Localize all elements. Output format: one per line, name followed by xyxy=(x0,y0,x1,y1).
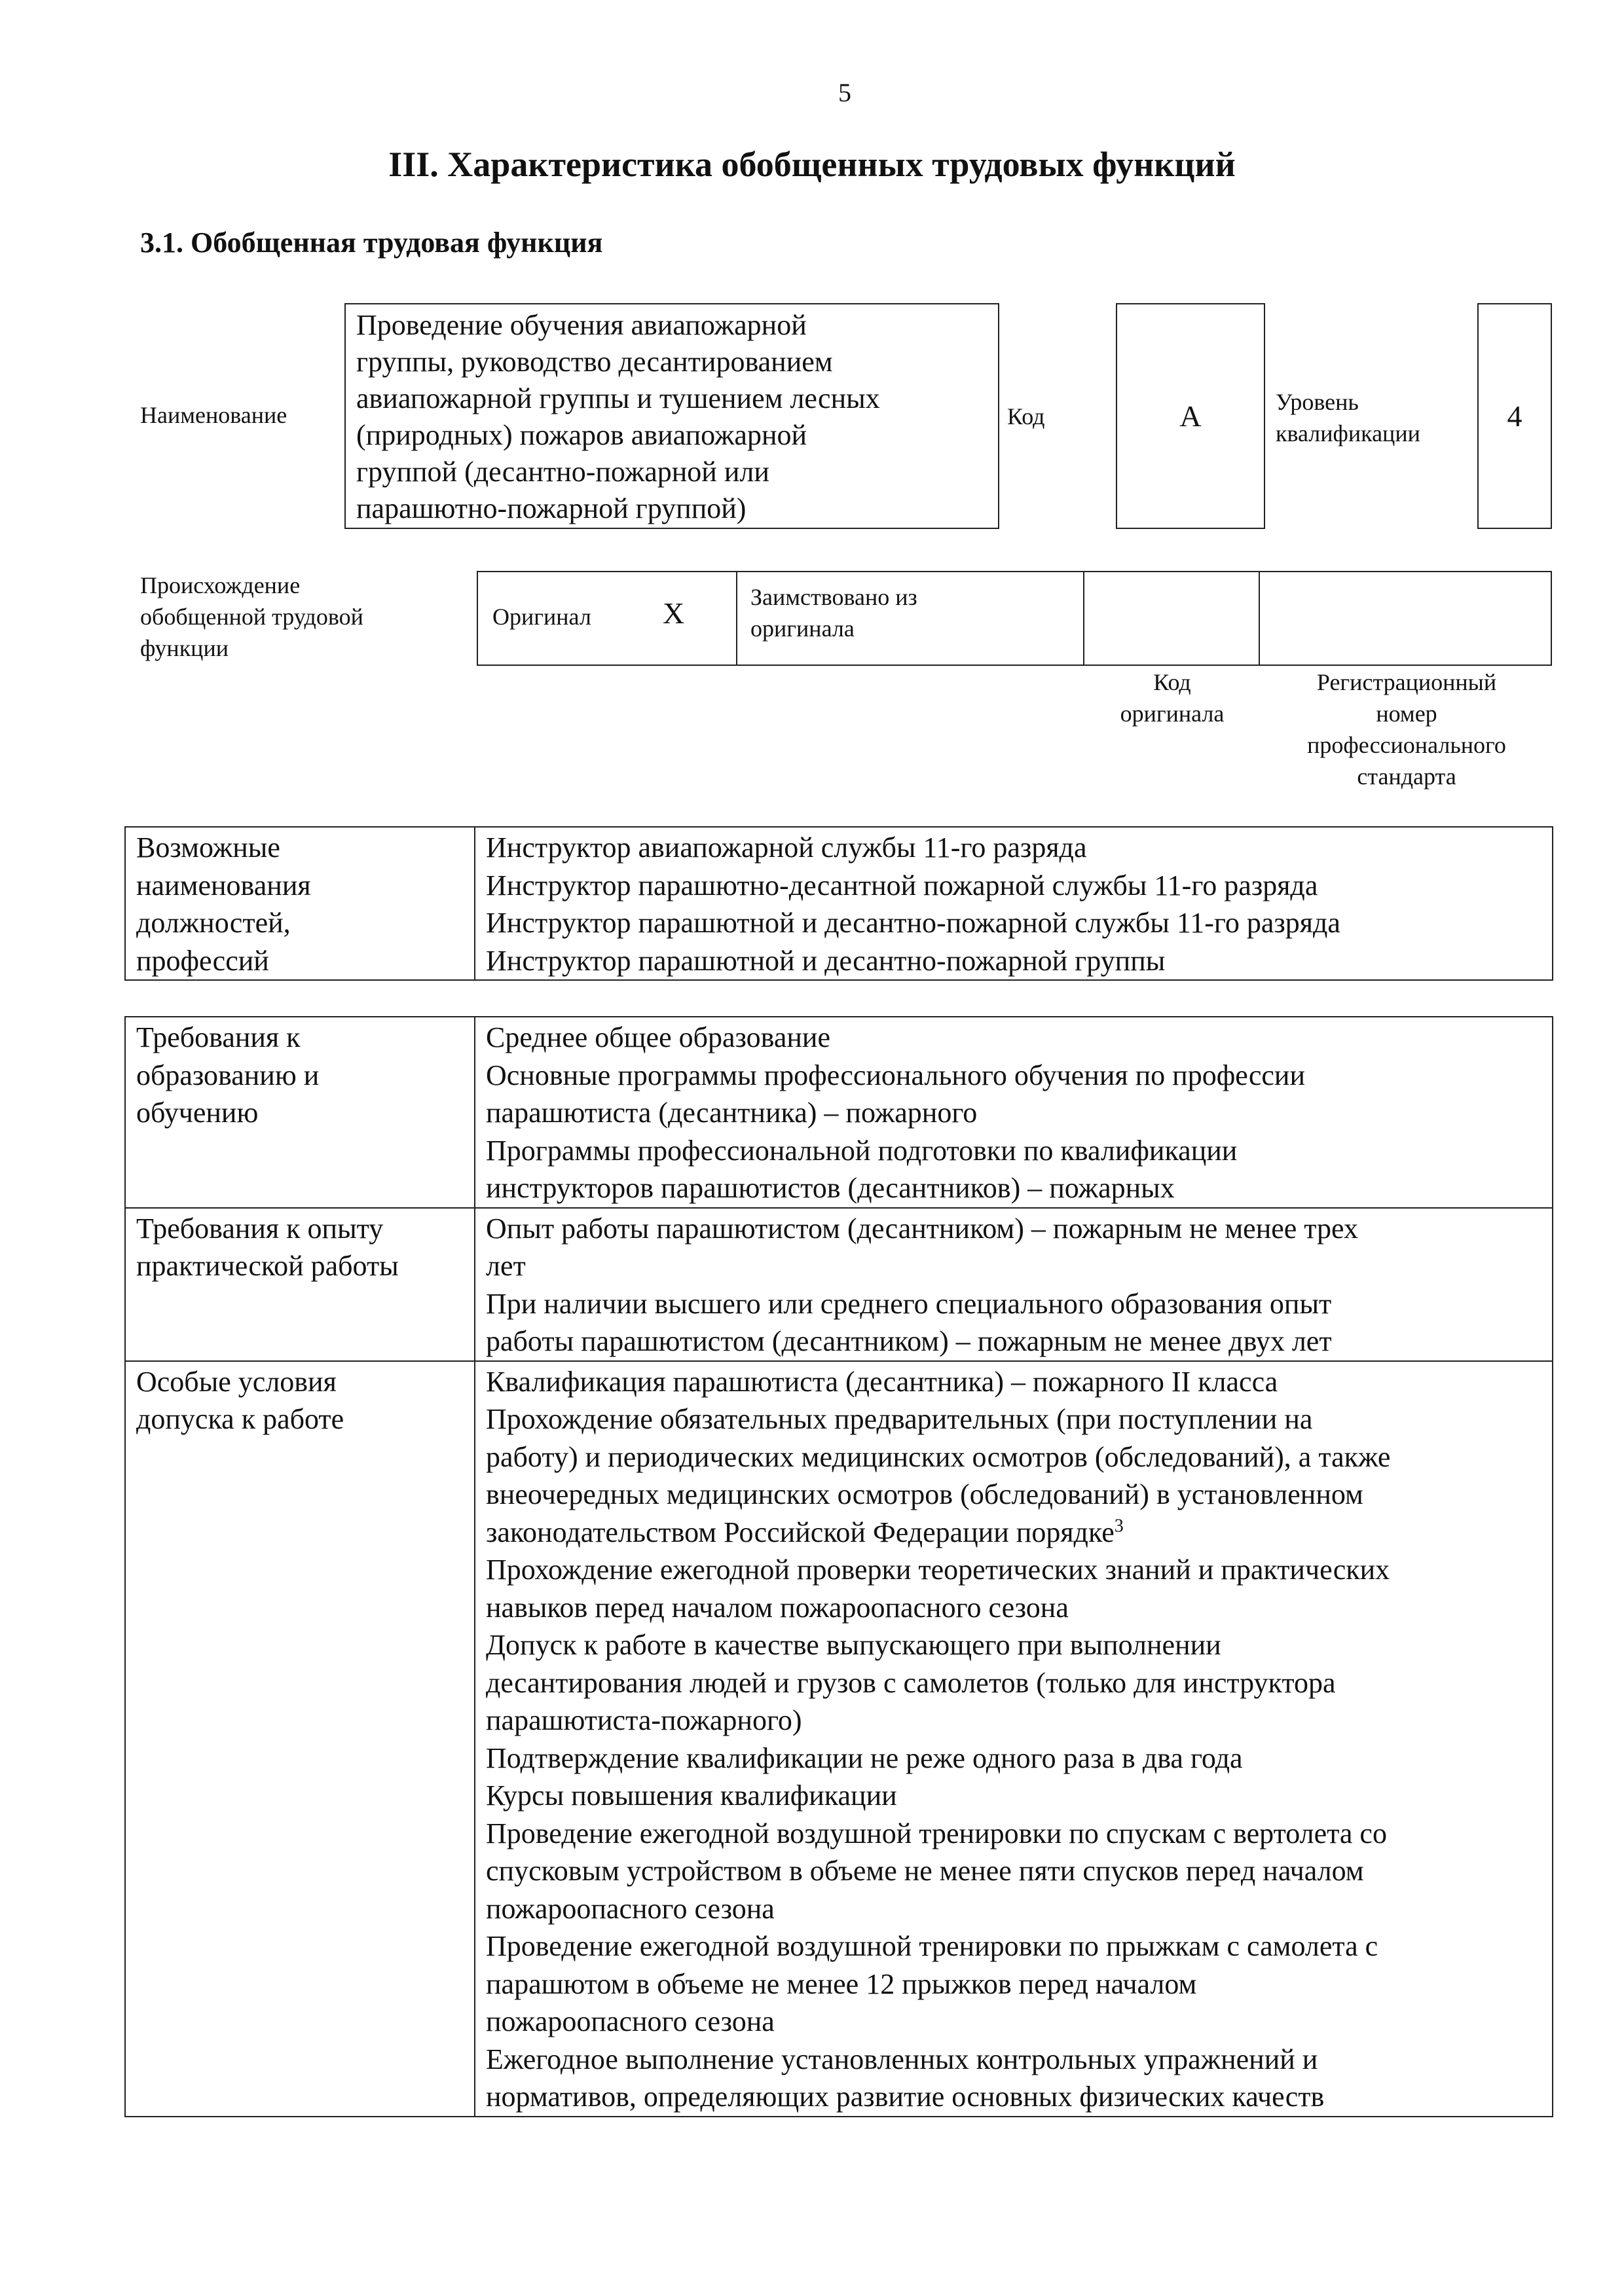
origin-reg-caption xyxy=(1261,666,1552,792)
table-row xyxy=(125,827,1553,980)
requirement-line: нормативов, определяющих развитие основных физических качеств xyxy=(486,2081,1325,2113)
origin-reg-caption-line: профессионального xyxy=(1307,732,1506,758)
table-row xyxy=(125,1017,1553,1208)
requirement-label-line: образованию и xyxy=(136,1059,320,1091)
level-value: 4 xyxy=(1477,303,1552,529)
requirement-line: Проведение ежегодной воздушной тренировки по спускам с вертолета со xyxy=(486,1817,1387,1850)
origin-mark: X xyxy=(663,596,685,630)
origin-reg-caption-line: Регистрационный xyxy=(1316,669,1497,695)
requirement-line: парашютиста-пожарного) xyxy=(486,1704,802,1736)
requirement-line: Квалификация парашютиста (десантника) – пожарного II класса xyxy=(486,1365,1278,1398)
page-number: 5 xyxy=(838,78,851,107)
requirement-line-text: законодательством Российской Федерации порядке xyxy=(486,1516,1115,1548)
requirement-line: парашютиста (десантника) – пожарного xyxy=(486,1097,978,1129)
requirement-line: При наличии высшего или среднего специального образования опыт xyxy=(486,1287,1332,1320)
requirement-line: Прохождение обязательных предварительных (при поступлении на xyxy=(486,1403,1313,1435)
origin-reg-caption-line: номер xyxy=(1376,701,1437,727)
requirement-value-cell xyxy=(475,1361,1553,2117)
requirement-label-line: Требования к xyxy=(136,1021,301,1053)
requirement-line: лет xyxy=(486,1250,526,1282)
requirement-label-line: Особые условия xyxy=(136,1365,337,1398)
origin-table xyxy=(477,571,1552,666)
requirement-line: Программы профессиональной подготовки по квалификации xyxy=(486,1134,1238,1167)
origin-original-cell xyxy=(478,572,737,665)
requirement-value-cell xyxy=(475,1017,1553,1208)
requirement-label-cell xyxy=(125,1361,475,2117)
position-item: Инструктор авиапожарной службы 11-го разряда xyxy=(486,831,1087,864)
positions-label-cell xyxy=(125,827,475,980)
name-line: (природных) пожаров авиапожарной xyxy=(356,419,807,451)
origin-label xyxy=(140,570,363,664)
requirement-line: Подтверждение квалификации не реже одного раза в два года xyxy=(486,1741,1243,1774)
positions-label-line: Возможные xyxy=(136,831,280,864)
requirement-label-cell xyxy=(125,1017,475,1208)
positions-label-line: профессий xyxy=(136,944,269,977)
level-label-line: Уровень xyxy=(1276,389,1359,415)
footnote-mark: 3 xyxy=(1114,1515,1124,1536)
requirement-label-line: допуска к работе xyxy=(136,1403,344,1435)
table-row xyxy=(125,1208,1553,1361)
level-label xyxy=(1276,386,1420,449)
requirement-line: навыков перед началом пожароопасного сезона xyxy=(486,1591,1069,1624)
origin-borrowed-cell xyxy=(737,572,1084,665)
name-value-box xyxy=(344,303,999,529)
origin-reg-cell xyxy=(1260,572,1551,665)
requirement-label-line: Требования к опыту xyxy=(136,1212,384,1245)
requirement-line: Прохождение ежегодной проверки теоретических знаний и практических xyxy=(486,1554,1390,1586)
origin-code-caption-line: оригинала xyxy=(1120,701,1225,727)
origin-label-line: функции xyxy=(140,635,229,661)
positions-items-cell xyxy=(475,827,1553,980)
requirements-table xyxy=(124,1016,1553,2117)
level-label-line: квалификации xyxy=(1276,420,1420,446)
name-line: группой (десантно-пожарной или xyxy=(356,456,769,488)
positions-table xyxy=(124,826,1553,981)
position-item: Инструктор парашютной и десантно-пожарной службы 11-го разряда xyxy=(486,907,1340,939)
requirement-line: спусковым устройством в объеме не менее пяти спусков перед началом xyxy=(486,1855,1364,1887)
requirement-line: Курсы повышения квалификации xyxy=(486,1779,897,1812)
positions-label-line: должностей, xyxy=(136,907,291,939)
requirement-line xyxy=(486,1514,1541,1552)
requirement-line: инструкторов парашютистов (десантников) – пожарных xyxy=(486,1172,1175,1204)
name-line: Проведение обучения авиапожарной xyxy=(356,309,807,341)
requirement-line: Среднее общее образование xyxy=(486,1021,831,1053)
origin-code-caption xyxy=(1084,666,1260,729)
requirement-line: работы парашютистом (десантником) – пожарным не менее двух лет xyxy=(486,1325,1332,1357)
requirement-line: внеочередных медицинских осмотров (обследований) в установленном xyxy=(486,1478,1363,1510)
position-item: Инструктор парашютной и десантно-пожарной группы xyxy=(486,944,1166,977)
position-item: Инструктор парашютно-десантной пожарной службы 11-го разряда xyxy=(486,869,1318,902)
requirement-line: парашютом в объеме не менее 12 прыжков перед началом xyxy=(486,1967,1197,2000)
name-line: парашютно-пожарной группой) xyxy=(356,492,747,524)
name-line: авиапожарной группы и тушением лесных xyxy=(356,382,880,414)
requirement-line: работу) и периодических медицинских осмотров (обследований), а также xyxy=(486,1440,1391,1473)
origin-label-line: обобщенной трудовой xyxy=(140,604,363,630)
section-title: III. Характеристика обобщенных трудовых функций xyxy=(388,145,1236,184)
origin-code-cell xyxy=(1084,572,1260,665)
requirement-label-cell xyxy=(125,1208,475,1361)
origin-reg-caption-line: стандарта xyxy=(1357,763,1456,790)
requirement-label-line: практической работы xyxy=(136,1250,399,1282)
origin-borrowed-line: Заимствовано из xyxy=(750,584,917,610)
requirement-label-line: обучению xyxy=(136,1097,259,1129)
origin-borrowed-line: оригинала xyxy=(750,615,855,642)
requirement-line: Ежегодное выполнение установленных контрольных упражнений и xyxy=(486,2043,1318,2075)
requirement-line: пожароопасного сезона xyxy=(486,1892,775,1925)
requirement-line: Основные программы профессионального обучения по профессии xyxy=(486,1059,1305,1091)
requirement-line: Проведение ежегодной воздушной тренировки по прыжкам с самолета с xyxy=(486,1930,1378,1962)
table-row xyxy=(125,1361,1553,2117)
code-label: Код xyxy=(1007,403,1045,429)
code-value: А xyxy=(1116,303,1265,529)
sub-title: 3.1. Обобщенная трудовая функция xyxy=(140,227,603,259)
requirement-line: Опыт работы парашютистом (десантником) – пожарным не менее трех xyxy=(486,1212,1359,1245)
origin-original-label: Оригинал xyxy=(492,604,591,630)
origin-code-caption-line: Код xyxy=(1153,669,1191,695)
requirement-value-cell xyxy=(475,1208,1553,1361)
requirement-line: Допуск к работе в качестве выпускающего при выполнении xyxy=(486,1629,1221,1661)
requirement-line: пожароопасного сезона xyxy=(486,2005,775,2037)
positions-label-line: наименования xyxy=(136,869,311,902)
name-label: Наименование xyxy=(140,402,287,428)
name-line: группы, руководство десантированием xyxy=(356,346,833,378)
origin-label-line: Происхождение xyxy=(140,572,301,598)
requirement-line: десантирования людей и грузов с самолетов (только для инструктора xyxy=(486,1666,1336,1699)
